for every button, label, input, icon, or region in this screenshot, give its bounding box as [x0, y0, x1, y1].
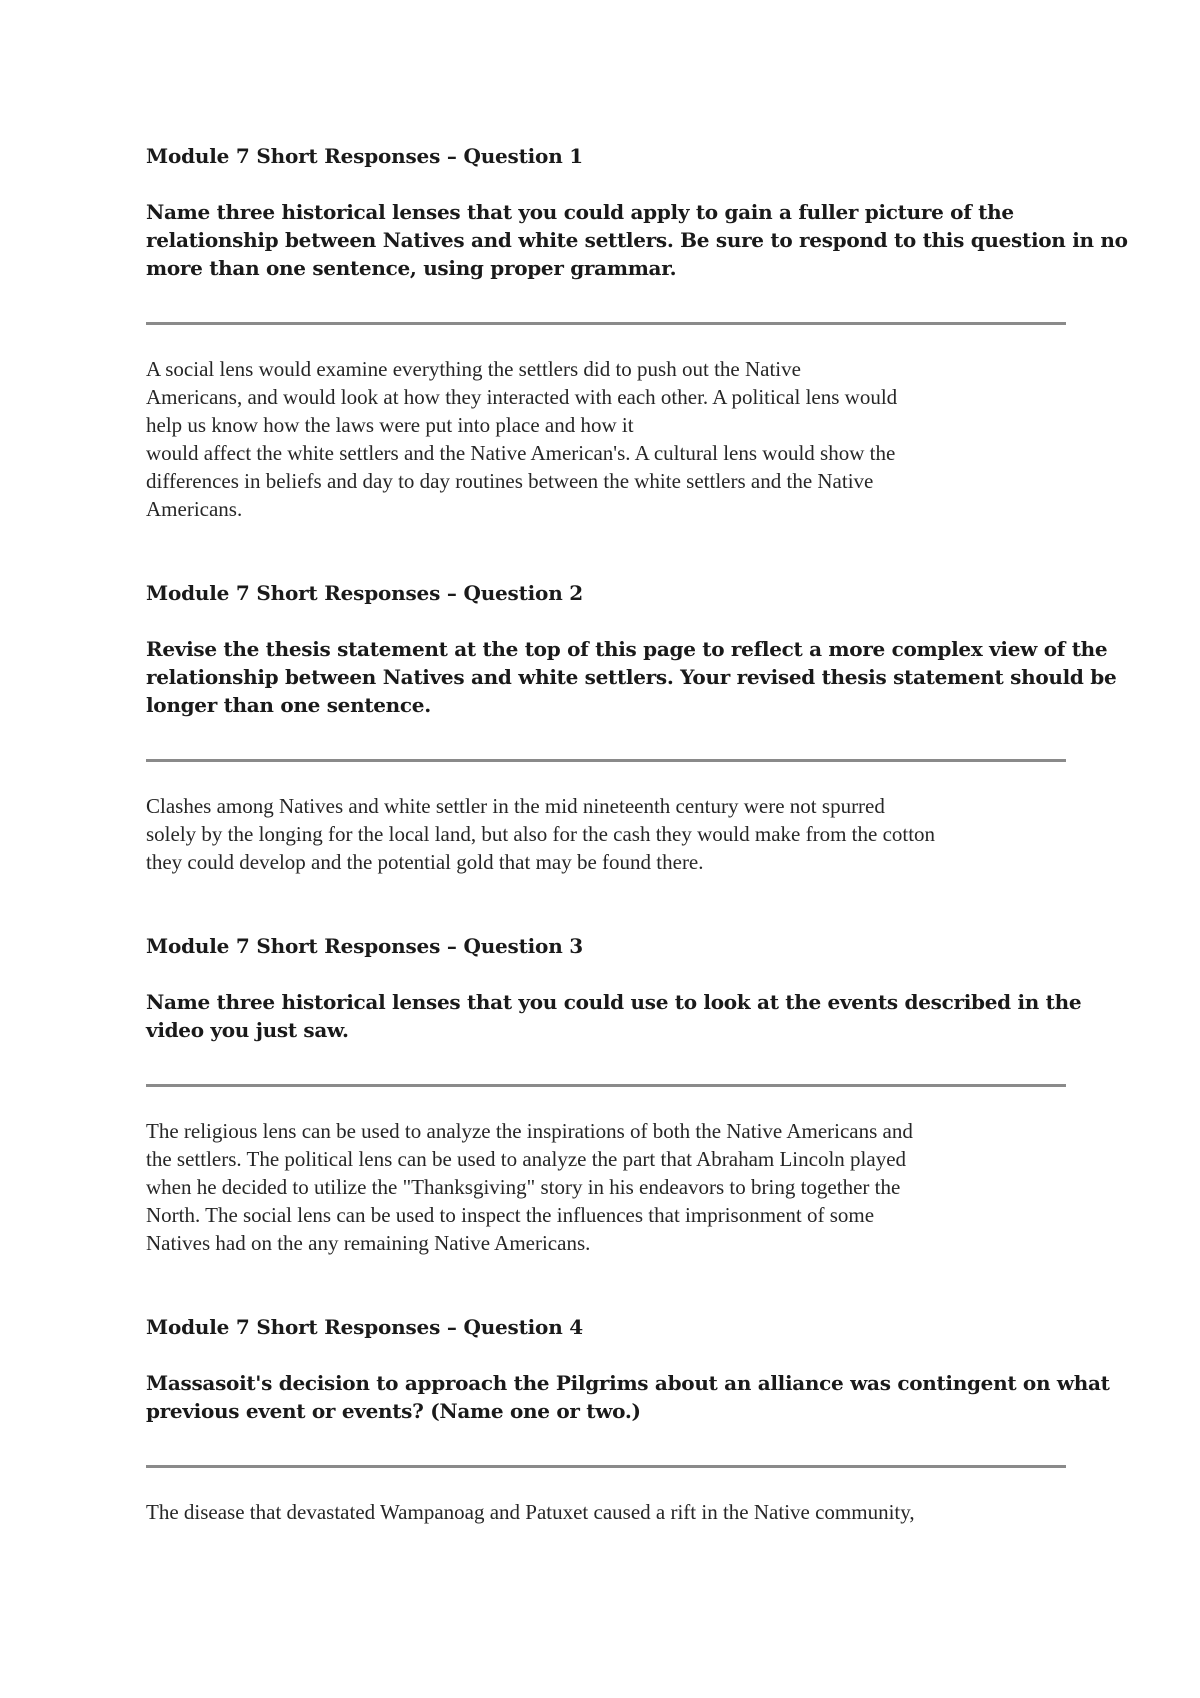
question-1-prompt: [146, 198, 1128, 282]
question-2-prompt: [146, 635, 1117, 719]
prompt-line: Name three historical lenses that you could apply to gain a fuller picture of the: [146, 200, 1014, 224]
question-3-prompt: [146, 988, 1082, 1044]
answer-line: differences in beliefs and day to day routines between the white settlers and the Native: [146, 469, 874, 493]
answer-divider: [146, 1465, 1066, 1468]
question-2-section: [146, 579, 1117, 876]
answer-line: The disease that devastated Wampanoag and Patuxet caused a rift in the Native community,: [146, 1500, 915, 1524]
answer-line: Americans, and would look at how they interacted with each other. A political lens would: [146, 385, 898, 409]
answer-line: Natives had on the any remaining Native Americans.: [146, 1231, 591, 1255]
question-1-title: Module 7 Short Responses – Question 1: [146, 144, 584, 168]
prompt-line: Massasoit's decision to approach the Pilgrims about an alliance was contingent on what: [146, 1371, 1110, 1395]
answer-divider: [146, 1084, 1066, 1087]
answer-line: Clashes among Natives and white settler in the mid nineteenth century were not spurred: [146, 794, 885, 818]
answer-line: A social lens would examine everything the settlers did to push out the Native: [146, 357, 801, 381]
answer-line: when he decided to utilize the "Thanksgiving" story in his endeavors to bring together the: [146, 1175, 901, 1199]
answer-line: North. The social lens can be used to inspect the influences that imprisonment of some: [146, 1203, 875, 1227]
answer-line: The religious lens can be used to analyze the inspirations of both the Native Americans and: [146, 1119, 913, 1143]
answer-divider: [146, 759, 1066, 762]
question-2-title: Module 7 Short Responses – Question 2: [146, 581, 584, 605]
question-3-section: [146, 932, 1082, 1257]
answer-line: solely by the longing for the local land, but also for the cash they would make from the cotton: [146, 822, 936, 846]
question-1-answer: [146, 355, 1066, 523]
question-3-answer: [146, 1117, 1066, 1257]
prompt-line: previous event or events? (Name one or two.): [146, 1399, 641, 1423]
question-4-prompt: [146, 1369, 1110, 1425]
prompt-line: relationship between Natives and white settlers. Your revised thesis statement should be: [146, 665, 1117, 689]
question-1-section: [146, 142, 1128, 523]
question-2-answer: [146, 792, 1066, 876]
answer-line: the settlers. The political lens can be used to analyze the part that Abraham Lincoln played: [146, 1147, 907, 1171]
answer-line: would affect the white settlers and the Native American's. A cultural lens would show the: [146, 441, 896, 465]
prompt-line: longer than one sentence.: [146, 693, 431, 717]
prompt-line: video you just saw.: [146, 1018, 349, 1042]
answer-line: they could develop and the potential gold that may be found there.: [146, 850, 704, 874]
question-4-section: [146, 1313, 1110, 1526]
prompt-line: more than one sentence, using proper grammar.: [146, 256, 677, 280]
prompt-line: Name three historical lenses that you could use to look at the events described in the: [146, 990, 1082, 1014]
question-4-answer: [146, 1498, 1066, 1526]
prompt-line: relationship between Natives and white settlers. Be sure to respond to this question in no: [146, 228, 1128, 252]
question-3-title: Module 7 Short Responses – Question 3: [146, 934, 584, 958]
answer-divider: [146, 322, 1066, 325]
question-4-title: Module 7 Short Responses – Question 4: [146, 1315, 584, 1339]
answer-line: help us know how the laws were put into place and how it: [146, 413, 634, 437]
document-page: [146, 142, 1128, 1526]
prompt-line: Revise the thesis statement at the top of this page to reflect a more complex view of the: [146, 637, 1108, 661]
answer-line: Americans.: [146, 497, 243, 521]
